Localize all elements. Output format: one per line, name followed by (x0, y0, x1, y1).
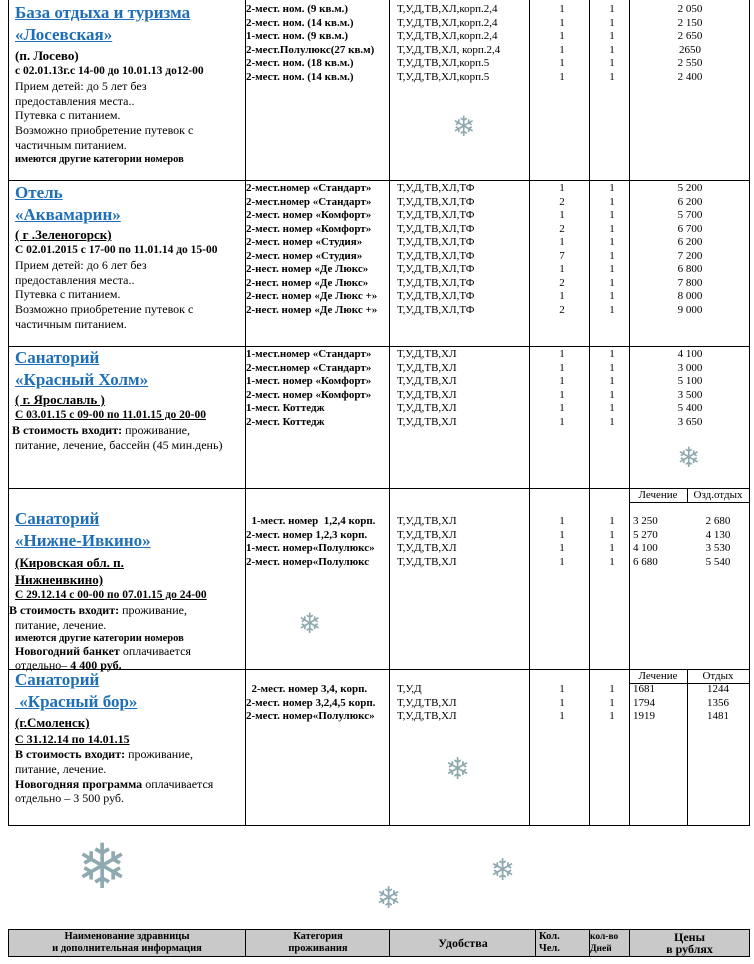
banquet-price-prefix: отдельно– (15, 658, 71, 673)
people-count: 7 (559, 249, 565, 262)
table-row (9, 515, 749, 529)
table-row (9, 250, 749, 264)
days-count: 1 (609, 696, 615, 709)
people-count: 1 (559, 16, 565, 29)
days-count: 1 (609, 515, 615, 527)
facilities: Т,У,Д,ТВ,ХЛ,ТФ (397, 249, 475, 262)
facilities: Т,У,Д,ТВ,ХЛ,корп.2,4 (397, 30, 498, 42)
note: имеются другие категории номеров (15, 633, 184, 645)
price: 7 200 (677, 249, 703, 262)
facilities: Т,У,Д,ТВ,ХЛ,ТФ (397, 263, 475, 275)
people-count: 2 (559, 222, 565, 235)
price: 7 800 (677, 276, 703, 289)
price-rest: 4 130 (705, 528, 731, 541)
price-rest: 3 530 (705, 542, 731, 554)
resort-dates: С 31.12.14 по 14.01.15 (15, 732, 130, 746)
price-subheader (629, 669, 749, 684)
facilities: Т,У,Д,ТВ,ХЛ (397, 515, 457, 527)
price: 6 700 (677, 222, 703, 235)
facilities: Т,У,Д (397, 683, 422, 695)
banquet-price: 4 400 руб. (70, 658, 122, 673)
table-row (9, 556, 749, 570)
days-count: 1 (609, 43, 615, 56)
room-category: 2-мест. номер«Полулюкс» (246, 710, 375, 722)
room-category: 2-мест. Коттедж (246, 415, 325, 428)
header-people: Кол. Чел. (535, 930, 593, 956)
facilities: Т,У,Д,ТВ,ХЛ (397, 348, 457, 360)
facilities: Т,У,Д,ТВ,ХЛ (397, 375, 457, 387)
people-count: 1 (559, 290, 565, 302)
room-category: 2-мест. ном. (9 кв.м.) (246, 3, 349, 15)
days-count: 1 (609, 182, 615, 194)
table-row (9, 277, 749, 291)
room-category: 2-мест. номер «Комфорт» (246, 209, 372, 221)
price-header-treatment: Лечение (638, 670, 678, 682)
facilities: Т,У,Д,ТВ,ХЛ (397, 528, 457, 541)
resort-dates: С 02.01.2015 с 17-00 по 11.01.14 до 15-00 (15, 244, 218, 256)
room-category: 2-мест. номер «Комфорт» (246, 222, 372, 235)
people-count: 1 (559, 30, 565, 42)
room-category: 2-мест.номер «Стандарт» (246, 361, 372, 374)
price: 5 400 (677, 402, 703, 414)
header-days: кол-во Дней (589, 930, 630, 956)
note: Путевка с питанием. (15, 108, 121, 123)
note: предоставления места.. (15, 93, 135, 108)
table-row (9, 182, 749, 196)
days-count: 1 (609, 303, 615, 316)
header-price: Цены в рублях (629, 930, 749, 956)
resort-location: (г.Смоленск) (15, 715, 90, 730)
resort-location: (п. Лосево) (15, 48, 79, 63)
resort-section-nizhne-ivkino (8, 488, 750, 673)
included-label: В стоимость входит: (9, 602, 120, 617)
price-rest: 1244 (707, 683, 729, 695)
note: частичным питанием. (15, 316, 127, 331)
price-treatment: 1919 (633, 710, 655, 722)
included-label: В стоимость входит: (15, 747, 126, 761)
room-category: 2-нест. номер «Де Люкс +» (246, 303, 378, 316)
facilities: Т,У,Д,ТВ,ХЛ (397, 402, 457, 414)
days-count: 1 (609, 402, 615, 414)
facilities: Т,У,Д,ТВ,ХЛ,корп.5 (397, 57, 490, 69)
price-treatment: 1794 (633, 696, 655, 709)
price: 3 650 (677, 415, 703, 428)
price: 2650 (679, 43, 701, 56)
resort-title-link[interactable]: Санаторий «Нижне-Ивкино» (15, 509, 151, 550)
price-treatment: 1681 (633, 683, 655, 695)
included-label: В стоимость входит: (12, 422, 123, 437)
room-category: 2-мест. ном. (14 кв.м.) (246, 16, 354, 29)
room-category: 1-мест.номер «Стандарт» (246, 348, 372, 360)
program-note (15, 777, 245, 792)
snowflake-icon: ❄ (376, 881, 402, 916)
price-subheader (629, 488, 749, 503)
included-text: проживание, (119, 602, 187, 617)
table-row (9, 304, 749, 318)
included-text: проживание, (122, 422, 190, 437)
price: 6 200 (677, 195, 703, 208)
table-row (9, 236, 749, 250)
room-category: 2-нест. номер «Де Люкс» (246, 276, 369, 289)
table-row (9, 416, 749, 430)
room-category: 2-мест. номер«Полулюкс (246, 555, 370, 568)
people-count: 1 (559, 683, 565, 695)
people-count: 1 (559, 515, 565, 527)
program-label: Новогодняя программа (15, 776, 143, 791)
banquet-note (15, 645, 245, 658)
resort-title-link[interactable]: База отдыха и туризма «Лосевская» (15, 3, 191, 44)
days-count: 1 (609, 361, 615, 374)
price: 2 650 (677, 30, 703, 42)
days-count: 1 (609, 195, 615, 208)
price-rest: 2 680 (705, 515, 731, 527)
days-count: 1 (609, 290, 615, 302)
days-count: 1 (609, 415, 615, 428)
days-count: 1 (609, 30, 615, 42)
price-treatment: 6 680 (633, 555, 658, 568)
facilities: Т,У,Д,ТВ,ХЛ,ТФ (397, 182, 475, 194)
table-row (9, 362, 749, 376)
days-count: 1 (609, 348, 615, 360)
banquet-label: Новогодний банкет (15, 644, 120, 659)
people-count: 1 (559, 696, 565, 709)
table-row (9, 263, 749, 277)
facilities: Т,У,Д,ТВ,ХЛ,ТФ (397, 236, 475, 248)
note: частичным питанием. (15, 137, 127, 152)
price: 4 100 (677, 348, 703, 360)
price: 2 400 (677, 70, 703, 83)
program-text: оплачивается (142, 776, 214, 791)
price: 8 000 (677, 290, 703, 302)
table-row (9, 290, 749, 304)
resort-dates: С 29.12.14 с 00-00 по 07.01.15 до 24-00 (15, 589, 207, 601)
table-row (9, 196, 749, 210)
room-category: 2-мест. ном. (14 кв.м.) (246, 70, 354, 83)
note: Возможно приобретение путевок с (15, 302, 194, 317)
table-row (9, 348, 749, 362)
price-rest: 1356 (707, 696, 729, 709)
people-count: 1 (559, 388, 565, 401)
note: питание, лечение, бассейн (45 мин.день) (15, 437, 223, 452)
resort-title-link[interactable]: Санаторий «Красный бор» (15, 670, 138, 711)
price: 5 200 (677, 182, 703, 194)
people-count: 1 (559, 236, 565, 248)
days-count: 1 (609, 388, 615, 401)
people-count: 1 (559, 555, 565, 568)
price: 5 700 (677, 209, 703, 221)
people-count: 1 (559, 70, 565, 83)
note: питание, лечение. (15, 617, 107, 632)
resort-title-link[interactable]: Санаторий «Красный Холм» (15, 348, 149, 389)
included-text: проживание, (125, 747, 193, 761)
room-category: 1-мест. ном. (9 кв.м.) (246, 30, 349, 42)
resort-dates: с 02.01.13г.с 14-00 до 10.01.13 до12-00 (15, 65, 204, 77)
room-category: 2-мест.номер «Стандарт» (246, 182, 372, 194)
days-count: 1 (609, 528, 615, 541)
resort-section-krasny-kholm (8, 346, 750, 489)
people-count: 1 (559, 361, 565, 374)
banquet-text: оплачивается (119, 644, 191, 659)
resort-location: ( г. Ярославль ) (15, 392, 105, 407)
table-row (9, 683, 749, 697)
price-rest: 1481 (707, 710, 729, 722)
days-count: 1 (609, 542, 615, 554)
included-note (15, 747, 245, 762)
facilities: Т,У,Д,ТВ,ХЛ (397, 415, 457, 428)
room-category: 1-мест. номер«Полулюкс» (246, 542, 375, 554)
snowflake-icon: ❄ (490, 853, 516, 888)
table-row (9, 44, 749, 58)
table-row (9, 57, 749, 71)
snowflake-icon: ❄ (677, 441, 701, 474)
facilities: Т,У,Д,ТВ,ХЛ,корп.5 (397, 70, 490, 83)
price: 2 150 (677, 16, 703, 29)
room-category: 2-нест. номер «Де Люкс» (246, 263, 369, 275)
facilities: Т,У,Д,ТВ,ХЛ (397, 388, 457, 401)
table-row (9, 3, 749, 17)
room-category: 2-мест.номер «Стандарт» (246, 195, 372, 208)
resort-section-losevskaya (8, 0, 750, 181)
table-row (9, 697, 749, 711)
table-row (9, 542, 749, 556)
days-count: 1 (609, 249, 615, 262)
header-category: Категория проживания (245, 930, 390, 956)
people-count: 1 (559, 375, 565, 387)
header-name: Наименование здравницы и дополнительная информация (52, 931, 202, 954)
header-facilities: Удобства (389, 930, 536, 956)
table-row (9, 30, 749, 44)
room-category: 2-нест. номер «Де Люкс +» (246, 290, 378, 302)
days-count: 1 (609, 276, 615, 289)
price-rest: 5 540 (705, 555, 731, 568)
price: 3 500 (677, 388, 703, 401)
facilities: Т,У,Д,ТВ,ХЛ (397, 542, 457, 554)
people-count: 1 (559, 263, 565, 275)
price-header-rest: Отдых (702, 670, 734, 682)
people-count: 1 (559, 57, 565, 69)
price-header-treatment: Лечение (638, 489, 678, 501)
price: 9 000 (677, 303, 703, 316)
people-count: 1 (559, 710, 565, 722)
table-row (9, 402, 749, 416)
people-count: 2 (559, 303, 565, 316)
room-category: 2-мест. ном. (18 кв.м.) (246, 57, 354, 69)
price: 6 800 (677, 263, 703, 275)
facilities: Т,У,Д,ТВ,ХЛ,ТФ (397, 209, 475, 221)
days-count: 1 (609, 3, 615, 15)
days-count: 1 (609, 263, 615, 275)
note: имеются другие категории номеров (15, 153, 184, 165)
note: Путевка с питанием. (15, 287, 121, 302)
people-count: 1 (559, 402, 565, 414)
resort-dates: С 03.01.15 с 09-00 по 11.01.15 до 20-00 (15, 409, 207, 421)
days-count: 1 (609, 222, 615, 235)
table-row (9, 209, 749, 223)
facilities: Т,У,Д,ТВ,ХЛ (397, 361, 457, 374)
facilities: Т,У,Д,ТВ,ХЛ, корп.2,4 (397, 43, 501, 56)
table-row (9, 375, 749, 389)
room-category: 1-мест. номер «Комфорт» (246, 375, 372, 387)
resort-section-krasny-bor (8, 669, 750, 826)
facilities: Т,У,Д,ТВ,ХЛ,ТФ (397, 276, 475, 289)
room-category: 2-мест. номер 1,2,3 корп. (246, 528, 368, 541)
price-treatment: 5 270 (633, 528, 658, 541)
room-category: 1-мест. номер 1,2,4 корп. (246, 515, 376, 527)
resort-title-link[interactable]: Отель «Аквамарин» (15, 183, 121, 224)
facilities: Т,У,Д,ТВ,ХЛ (397, 555, 457, 568)
resort-location: ( г .Зеленогорск) (15, 227, 112, 242)
snowflake-icon: ❄ (298, 607, 322, 640)
people-count: 1 (559, 182, 565, 194)
days-count: 1 (609, 16, 615, 29)
room-category: 2-мест. номер «Студия» (246, 236, 363, 248)
facilities: Т,У,Д,ТВ,ХЛ,корп.2,4 (397, 3, 498, 15)
price: 2 550 (677, 57, 703, 69)
price-header-rest: Озд.отдых (693, 489, 743, 501)
facilities: Т,У,Д,ТВ,ХЛ,ТФ (397, 290, 475, 302)
program-price: отдельно – 3 500 руб. (15, 791, 125, 806)
table-row (9, 529, 749, 543)
days-count: 1 (609, 57, 615, 69)
price: 2 050 (677, 3, 703, 15)
note: питание, лечение. (15, 761, 107, 776)
room-category: 2-мест. номер 3,4, корп. (246, 683, 368, 695)
table-row (9, 17, 749, 31)
people-count: 1 (559, 415, 565, 428)
people-count: 1 (559, 528, 565, 541)
room-category: 2-мест.Полулюкс(27 кв.м) (246, 43, 375, 56)
included-note (9, 603, 245, 618)
table-header (8, 929, 750, 957)
room-category: 2-мест. номер 3,2,4,5 корп. (246, 696, 376, 709)
days-count: 1 (609, 209, 615, 221)
price: 6 200 (677, 236, 703, 248)
room-category: 1-мест. Коттедж (246, 402, 325, 414)
table-row (9, 389, 749, 403)
table-row (9, 710, 749, 724)
people-count: 1 (559, 3, 565, 15)
note: Прием детей: до 6 лет без (15, 257, 147, 272)
snowflake-icon: ❄ (445, 752, 471, 787)
room-category: 2-мест. номер «Студия» (246, 249, 363, 262)
table-row (9, 223, 749, 237)
days-count: 1 (609, 683, 615, 695)
snowflake-icon: ❄ (452, 110, 476, 143)
facilities: Т,У,Д,ТВ,ХЛ (397, 696, 457, 709)
days-count: 1 (609, 375, 615, 387)
facilities: Т,У,Д,ТВ,ХЛ,ТФ (397, 195, 475, 208)
facilities: Т,У,Д,ТВ,ХЛ (397, 710, 457, 722)
table-row (9, 71, 749, 85)
facilities: Т,У,Д,ТВ,ХЛ,ТФ (397, 222, 475, 235)
days-count: 1 (609, 236, 615, 248)
price: 5 100 (677, 375, 703, 387)
people-count: 1 (559, 348, 565, 360)
people-count: 1 (559, 209, 565, 221)
people-count: 2 (559, 276, 565, 289)
facilities: Т,У,Д,ТВ,ХЛ,корп.2,4 (397, 16, 498, 29)
price-treatment: 3 250 (633, 515, 658, 527)
resort-location: (Кировская обл. п. Нижнеивкино) (15, 555, 124, 587)
people-count: 2 (559, 195, 565, 208)
note: Возможно приобретение путевок с (15, 123, 194, 138)
days-count: 1 (609, 70, 615, 83)
note: Прием детей: до 5 лет без (15, 78, 147, 93)
people-count: 1 (559, 43, 565, 56)
note: предоставления места.. (15, 272, 135, 287)
people-count: 1 (559, 542, 565, 554)
room-category: 2-мест. номер «Комфорт» (246, 388, 372, 401)
facilities: Т,У,Д,ТВ,ХЛ,ТФ (397, 303, 475, 316)
days-count: 1 (609, 710, 615, 722)
price-treatment: 4 100 (633, 542, 658, 554)
snowflake-icon: ❄ (76, 830, 128, 903)
price: 3 000 (677, 361, 703, 374)
days-count: 1 (609, 555, 615, 568)
resort-section-akvamarin (8, 180, 750, 347)
